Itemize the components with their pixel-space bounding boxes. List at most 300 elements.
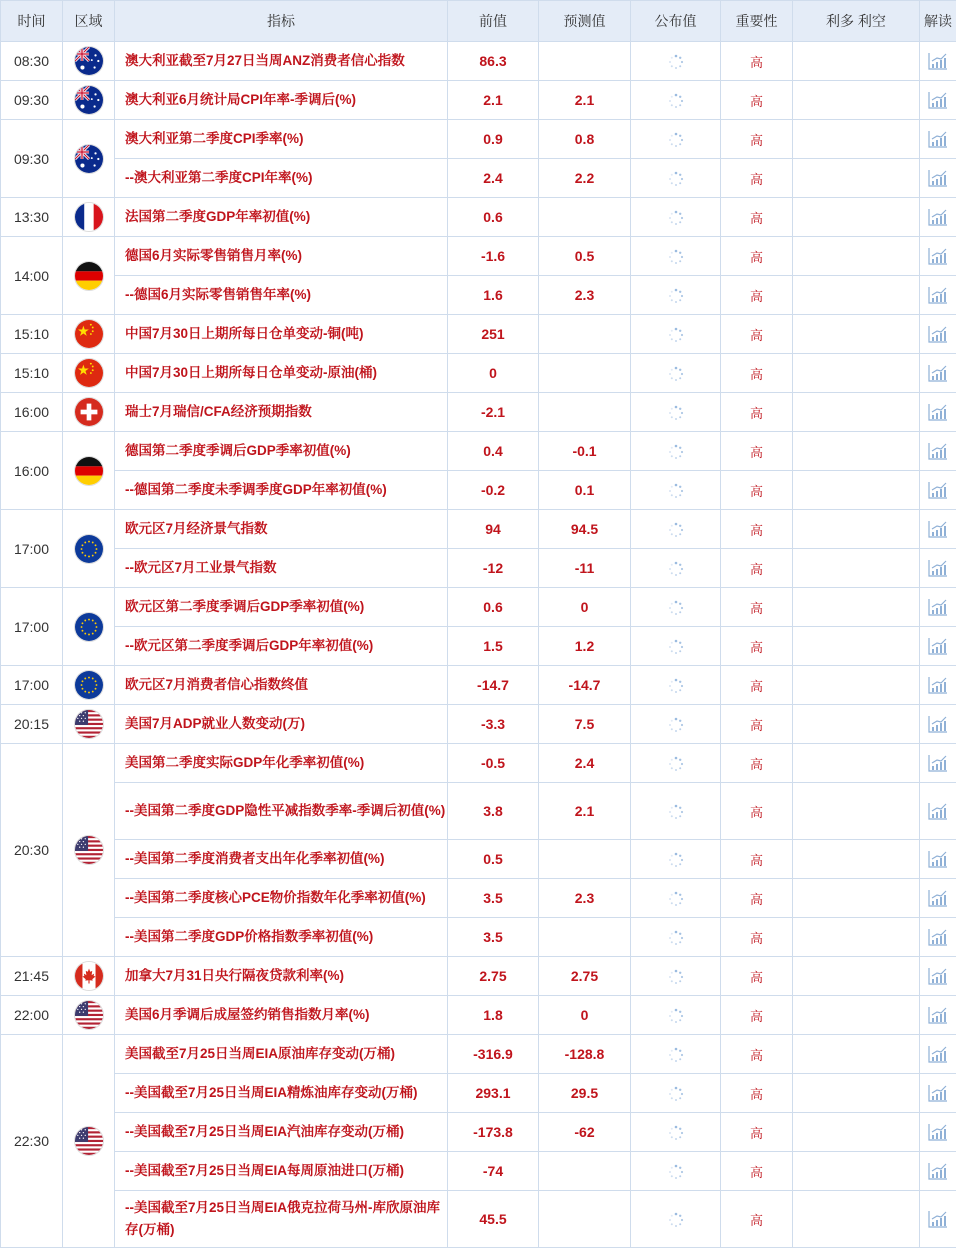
published-value [631,996,721,1035]
indicator-link[interactable]: 瑞士7月瑞信/CFA经济预期指数 [115,393,448,432]
table-row [1,432,956,471]
previous-value: 1.6 [448,276,539,315]
interpret-cell[interactable] [920,354,956,393]
header-time: 时间 [1,1,63,42]
previous-value: -2.1 [448,393,539,432]
table-row [1,957,956,996]
previous-value: 2.75 [448,957,539,996]
impact-cell [793,1113,920,1152]
eu-flag [74,612,104,642]
canada-flag [74,961,104,991]
interpret-cell[interactable] [920,957,956,996]
indicator-link[interactable]: --澳大利亚第二季度CPI年率(%) [115,159,448,198]
region-cell [63,315,115,354]
published-value [631,879,721,918]
loading-spinner-icon [668,130,684,146]
loading-spinner-icon [668,169,684,185]
indicator-link[interactable]: --美国截至7月25日当周EIA每周原油进口(万桶) [115,1152,448,1191]
chart-icon[interactable] [928,754,948,770]
event-time: 16:00 [1,432,63,510]
indicator-link[interactable]: 美国7月ADP就业人数变动(万) [115,705,448,744]
interpret-cell[interactable] [920,705,956,744]
forecast-value: 2.3 [539,276,631,315]
interpret-cell[interactable] [920,783,956,840]
interpret-cell[interactable] [920,198,956,237]
impact-cell [793,120,920,159]
event-time: 20:30 [1,744,63,957]
published-value [631,1074,721,1113]
impact-cell [793,705,920,744]
indicator-link[interactable]: --美国截至7月25日当周EIA精炼油库存变动(万桶) [115,1074,448,1113]
published-value [631,471,721,510]
forecast-value: 0.8 [539,120,631,159]
interpret-cell[interactable] [920,1074,956,1113]
impact-cell [793,1152,920,1191]
importance-level: 高 [721,627,793,666]
header-impact: 利多 利空 [793,1,920,42]
region-cell [63,432,115,510]
china-flag [74,358,104,388]
region-cell [63,1035,115,1248]
published-value [631,627,721,666]
table-row [1,996,956,1035]
chart-icon[interactable] [928,1123,948,1139]
importance-level: 高 [721,996,793,1035]
interpret-cell[interactable] [920,744,956,783]
indicator-link[interactable]: 中国7月30日上期所每日仓单变动-原油(桶) [115,354,448,393]
table-row [1,744,956,783]
published-value [631,432,721,471]
chart-icon[interactable] [928,247,948,263]
chart-icon[interactable] [928,208,948,224]
previous-value: -1.6 [448,237,539,276]
interpret-cell[interactable] [920,666,956,705]
previous-value: 0.9 [448,120,539,159]
chart-icon[interactable] [928,130,948,146]
event-time: 20:15 [1,705,63,744]
published-value [631,957,721,996]
impact-cell [793,957,920,996]
loading-spinner-icon [668,802,684,818]
indicator-link[interactable]: 澳大利亚截至7月27日当周ANZ消费者信心指数 [115,42,448,81]
chart-icon[interactable] [928,1162,948,1178]
previous-value: 0.5 [448,840,539,879]
previous-value: 3.5 [448,918,539,957]
impact-cell [793,840,920,879]
impact-cell [793,432,920,471]
loading-spinner-icon [668,325,684,341]
germany-flag [74,456,104,486]
china-flag [74,319,104,349]
impact-cell [793,549,920,588]
interpret-cell[interactable] [920,549,956,588]
chart-icon[interactable] [928,1084,948,1100]
header-importance: 重要性 [721,1,793,42]
indicator-link[interactable]: --美国截至7月25日当周EIA俄克拉荷马州-库欣原油库存(万桶) [115,1191,448,1248]
forecast-value: -0.1 [539,432,631,471]
region-cell [63,705,115,744]
interpret-cell[interactable] [920,627,956,666]
forecast-value: 2.1 [539,783,631,840]
region-cell [63,996,115,1035]
region-cell [63,237,115,315]
indicator-link[interactable]: --欧元区7月工业景气指数 [115,549,448,588]
table-row [1,666,956,705]
indicator-link[interactable]: 欧元区7月经济景气指数 [115,510,448,549]
importance-level: 高 [721,879,793,918]
header-region: 区域 [63,1,115,42]
table-row [1,471,956,510]
impact-cell [793,81,920,120]
chart-icon[interactable] [928,967,948,983]
germany-flag [74,261,104,291]
table-row [1,1113,956,1152]
region-cell [63,393,115,432]
forecast-value: 1.2 [539,627,631,666]
header-interpret: 解读 [920,1,956,42]
impact-cell [793,198,920,237]
published-value [631,840,721,879]
table-row [1,510,956,549]
importance-level: 高 [721,1035,793,1074]
importance-level: 高 [721,471,793,510]
loading-spinner-icon [668,481,684,497]
importance-level: 高 [721,120,793,159]
chart-icon[interactable] [928,520,948,536]
impact-cell [793,471,920,510]
table-row [1,1152,956,1191]
chart-icon[interactable] [928,928,948,944]
table-row [1,783,956,840]
forecast-value: 2.1 [539,81,631,120]
loading-spinner-icon [668,676,684,692]
loading-spinner-icon [668,559,684,575]
loading-spinner-icon [668,928,684,944]
importance-level: 高 [721,588,793,627]
importance-level: 高 [721,549,793,588]
previous-value: -74 [448,1152,539,1191]
published-value [631,705,721,744]
indicator-link[interactable]: 中国7月30日上期所每日仓单变动-铜(吨) [115,315,448,354]
impact-cell [793,393,920,432]
impact-cell [793,276,920,315]
australia-flag [74,46,104,76]
indicator-link[interactable]: 美国6月季调后成屋签约销售指数月率(%) [115,996,448,1035]
interpret-cell[interactable] [920,120,956,159]
indicator-link[interactable]: 加拿大7月31日央行隔夜贷款利率(%) [115,957,448,996]
event-time: 13:30 [1,198,63,237]
interpret-cell[interactable] [920,510,956,549]
importance-level: 高 [721,432,793,471]
published-value [631,783,721,840]
forecast-value [539,354,631,393]
indicator-link[interactable]: --美国第二季度核心PCE物价指数年化季率初值(%) [115,879,448,918]
table-header-row [1,1,956,42]
previous-value: -0.5 [448,744,539,783]
importance-level: 高 [721,354,793,393]
importance-level: 高 [721,510,793,549]
event-time: 14:00 [1,237,63,315]
published-value [631,354,721,393]
forecast-value: 2.3 [539,879,631,918]
table-row [1,627,956,666]
forecast-value: -62 [539,1113,631,1152]
interpret-cell[interactable] [920,315,956,354]
forecast-value: 7.5 [539,705,631,744]
loading-spinner-icon [668,520,684,536]
event-time: 09:30 [1,120,63,198]
indicator-link[interactable]: 美国截至7月25日当周EIA原油库存变动(万桶) [115,1035,448,1074]
importance-level: 高 [721,159,793,198]
indicator-link[interactable]: 法国第二季度GDP年率初值(%) [115,198,448,237]
table-row [1,1191,956,1248]
chart-icon[interactable] [928,802,948,818]
interpret-cell[interactable] [920,432,956,471]
interpret-cell[interactable] [920,81,956,120]
indicator-link[interactable]: 美国第二季度实际GDP年化季率初值(%) [115,744,448,783]
published-value [631,666,721,705]
table-row [1,549,956,588]
table-row [1,1074,956,1113]
forecast-value: 2.4 [539,744,631,783]
region-cell [63,354,115,393]
chart-icon[interactable] [928,1045,948,1061]
table-row [1,120,956,159]
interpret-cell[interactable] [920,393,956,432]
published-value [631,159,721,198]
region-cell [63,198,115,237]
table-row [1,198,956,237]
published-value [631,588,721,627]
table-row [1,588,956,627]
previous-value: -316.9 [448,1035,539,1074]
event-time: 21:45 [1,957,63,996]
forecast-value: 94.5 [539,510,631,549]
event-time: 22:30 [1,1035,63,1248]
published-value [631,918,721,957]
interpret-cell[interactable] [920,918,956,957]
switzerland-flag [74,397,104,427]
loading-spinner-icon [668,889,684,905]
chart-icon[interactable] [928,169,948,185]
interpret-cell[interactable] [920,42,956,81]
chart-icon[interactable] [928,1006,948,1022]
region-cell [63,588,115,666]
interpret-cell[interactable] [920,840,956,879]
forecast-value: 0.5 [539,237,631,276]
interpret-cell[interactable] [920,1035,956,1074]
loading-spinner-icon [668,91,684,107]
interpret-cell[interactable] [920,879,956,918]
impact-cell [793,744,920,783]
usa-flag [74,709,104,739]
interpret-cell[interactable] [920,471,956,510]
chart-icon[interactable] [928,442,948,458]
event-time: 17:00 [1,666,63,705]
loading-spinner-icon [668,598,684,614]
chart-icon[interactable] [928,850,948,866]
loading-spinner-icon [668,286,684,302]
indicator-link[interactable]: --美国第二季度消费者支出年化季率初值(%) [115,840,448,879]
interpret-cell[interactable] [920,1152,956,1191]
impact-cell [793,237,920,276]
forecast-value [539,315,631,354]
importance-level: 高 [721,918,793,957]
interpret-cell[interactable] [920,1191,956,1248]
indicator-link[interactable]: 欧元区第二季度季调后GDP季率初值(%) [115,588,448,627]
event-time: 17:00 [1,588,63,666]
previous-value: 94 [448,510,539,549]
importance-level: 高 [721,1074,793,1113]
published-value [631,81,721,120]
loading-spinner-icon [668,967,684,983]
loading-spinner-icon [668,442,684,458]
table-row [1,918,956,957]
usa-flag [74,1126,104,1156]
indicator-link[interactable]: 德国第二季度季调后GDP季率初值(%) [115,432,448,471]
loading-spinner-icon [668,1006,684,1022]
chart-icon[interactable] [928,325,948,341]
chart-icon[interactable] [928,364,948,380]
region-cell [63,81,115,120]
indicator-link[interactable]: 澳大利亚6月统计局CPI年率-季调后(%) [115,81,448,120]
previous-value: 0.4 [448,432,539,471]
australia-flag [74,144,104,174]
importance-level: 高 [721,705,793,744]
indicator-link[interactable]: --美国第二季度GDP隐性平减指数季率-季调后初值(%) [115,783,448,840]
chart-icon[interactable] [928,559,948,575]
loading-spinner-icon [668,364,684,380]
forecast-value [539,42,631,81]
impact-cell [793,879,920,918]
loading-spinner-icon [668,754,684,770]
published-value [631,198,721,237]
loading-spinner-icon [668,1162,684,1178]
importance-level: 高 [721,393,793,432]
chart-icon[interactable] [928,889,948,905]
published-value [631,1113,721,1152]
previous-value: 251 [448,315,539,354]
region-cell [63,744,115,957]
importance-level: 高 [721,276,793,315]
event-time: 17:00 [1,510,63,588]
importance-level: 高 [721,315,793,354]
published-value [631,393,721,432]
published-value [631,237,721,276]
indicator-link[interactable]: --美国第二季度GDP价格指数季率初值(%) [115,918,448,957]
eu-flag [74,670,104,700]
chart-icon[interactable] [928,286,948,302]
chart-icon[interactable] [928,715,948,731]
impact-cell [793,666,920,705]
importance-level: 高 [721,1113,793,1152]
region-cell [63,42,115,81]
interpret-cell[interactable] [920,237,956,276]
impact-cell [793,996,920,1035]
header-published: 公布值 [631,1,721,42]
table-row [1,237,956,276]
indicator-link[interactable]: --德国第二季度未季调季度GDP年率初值(%) [115,471,448,510]
forecast-value [539,1152,631,1191]
published-value [631,1035,721,1074]
forecast-value [539,918,631,957]
australia-flag [74,85,104,115]
chart-icon[interactable] [928,676,948,692]
previous-value: 0 [448,354,539,393]
previous-value: -173.8 [448,1113,539,1152]
event-time: 08:30 [1,42,63,81]
chart-icon[interactable] [928,52,948,68]
previous-value: -0.2 [448,471,539,510]
indicator-link[interactable]: --德国6月实际零售销售年率(%) [115,276,448,315]
impact-cell [793,315,920,354]
previous-value: 0.6 [448,588,539,627]
event-time: 15:10 [1,354,63,393]
interpret-cell[interactable] [920,1113,956,1152]
published-value [631,315,721,354]
chart-icon[interactable] [928,481,948,497]
header-indicator: 指标 [115,1,448,42]
interpret-cell[interactable] [920,588,956,627]
indicator-link[interactable]: --美国截至7月25日当周EIA汽油库存变动(万桶) [115,1113,448,1152]
indicator-link[interactable]: 欧元区7月消费者信心指数终值 [115,666,448,705]
interpret-cell[interactable] [920,276,956,315]
france-flag [74,202,104,232]
indicator-link[interactable]: 德国6月实际零售销售月率(%) [115,237,448,276]
published-value [631,744,721,783]
importance-level: 高 [721,744,793,783]
published-value [631,510,721,549]
impact-cell [793,627,920,666]
chart-icon[interactable] [928,91,948,107]
chart-icon[interactable] [928,1210,948,1226]
table-row [1,276,956,315]
table-row [1,393,956,432]
loading-spinner-icon [668,52,684,68]
indicator-link[interactable]: --欧元区第二季度季调后GDP年率初值(%) [115,627,448,666]
importance-level: 高 [721,42,793,81]
interpret-cell[interactable] [920,996,956,1035]
loading-spinner-icon [668,637,684,653]
previous-value: 86.3 [448,42,539,81]
region-cell [63,120,115,198]
previous-value: -3.3 [448,705,539,744]
header-previous: 前值 [448,1,539,42]
chart-icon[interactable] [928,598,948,614]
forecast-value: -11 [539,549,631,588]
interpret-cell[interactable] [920,159,956,198]
previous-value: 0.6 [448,198,539,237]
header-forecast: 预测值 [539,1,631,42]
table-row [1,159,956,198]
forecast-value: -128.8 [539,1035,631,1074]
previous-value: 3.5 [448,879,539,918]
region-cell [63,666,115,705]
impact-cell [793,354,920,393]
published-value [631,120,721,159]
forecast-value: -14.7 [539,666,631,705]
impact-cell [793,1074,920,1113]
indicator-link[interactable]: 澳大利亚第二季度CPI季率(%) [115,120,448,159]
chart-icon[interactable] [928,403,948,419]
chart-icon[interactable] [928,637,948,653]
published-value [631,276,721,315]
previous-value: -12 [448,549,539,588]
previous-value: 293.1 [448,1074,539,1113]
importance-level: 高 [721,783,793,840]
impact-cell [793,510,920,549]
published-value [631,549,721,588]
